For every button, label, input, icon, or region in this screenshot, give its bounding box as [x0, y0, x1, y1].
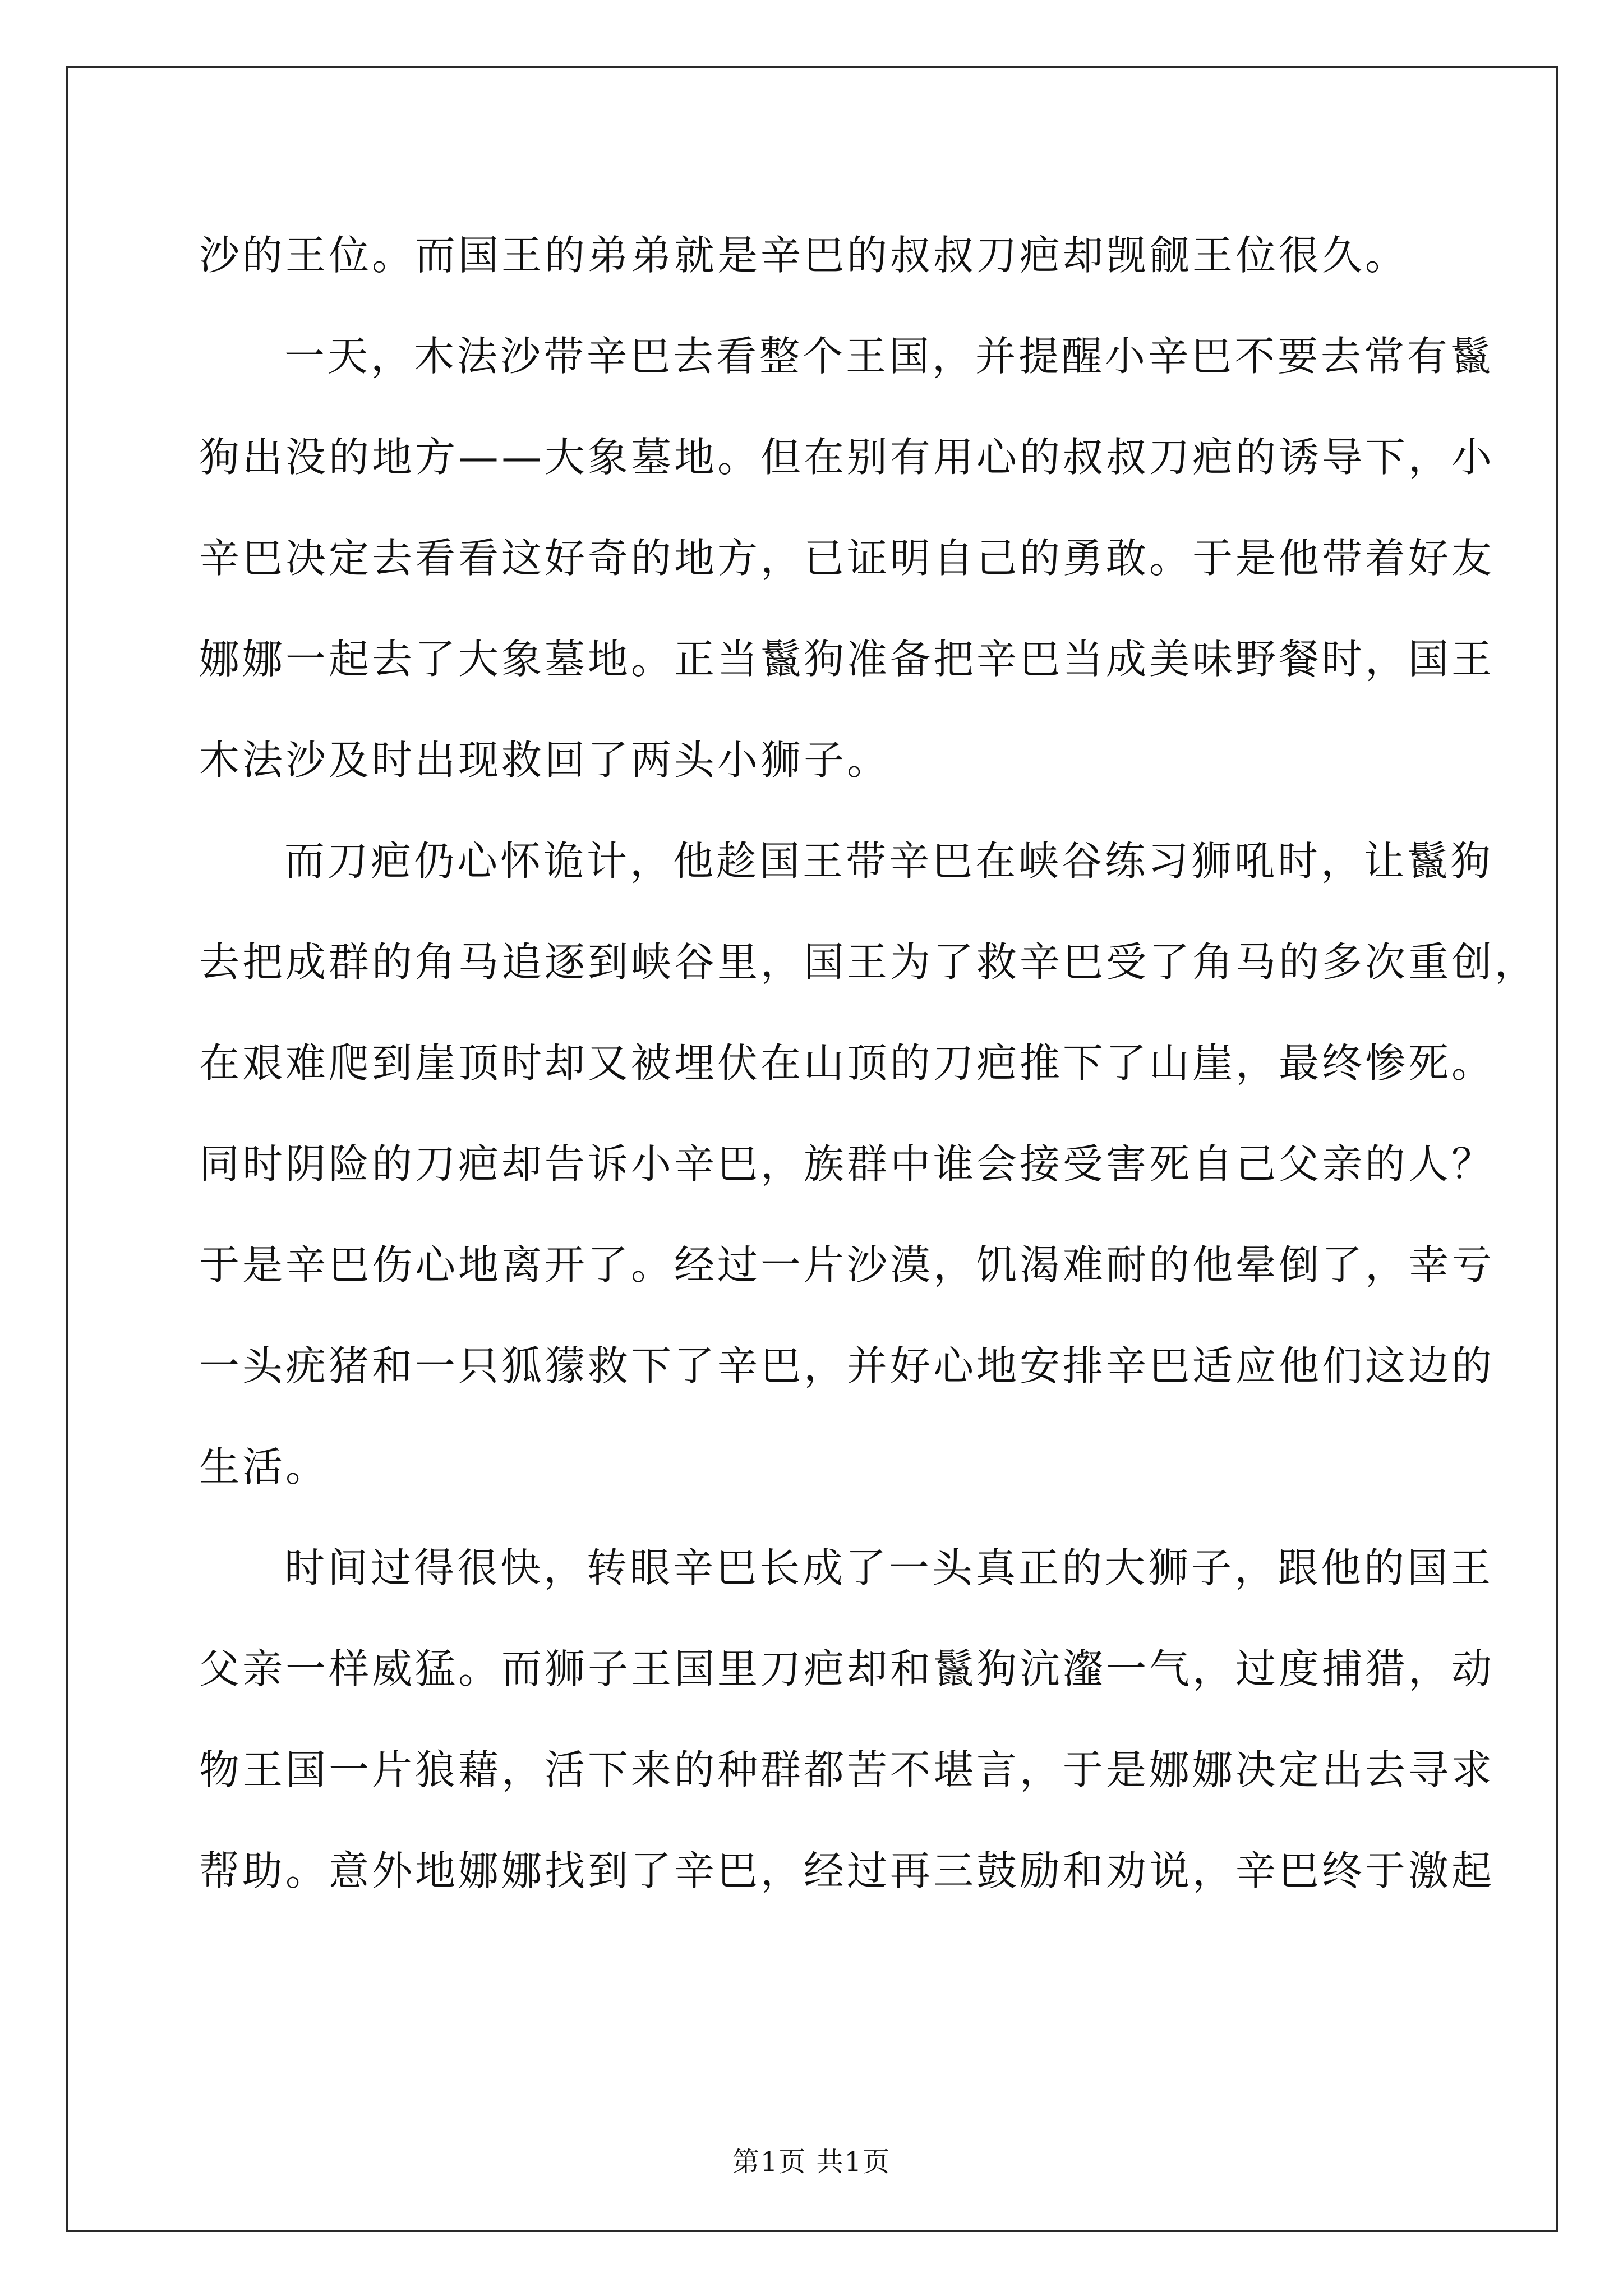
paragraph-line: 物王国一片狼藉，活下来的种群都苦不堪言，于是娜娜决定出去寻求 — [199, 1746, 1495, 1793]
paragraph-line: 同时阴险的刀疤却告诉小辛巴，族群中谁会接受害死自己父亲的人？ — [199, 1140, 1495, 1188]
paragraph-line: 生活。 — [199, 1443, 329, 1490]
paragraph-line: 辛巴决定去看看这好奇的地方，已证明自己的勇敢。于是他带着好友 — [199, 535, 1495, 582]
document-body — [199, 205, 1538, 1921]
paragraph-line: 父亲一样威猛。而狮子王国里刀疤却和鬣狗沆瀣一气，过度捕猎，动 — [199, 1645, 1495, 1692]
paragraph-line: 狗出没的地方——大象墓地。但在别有用心的叔叔刀疤的诱导下，小 — [199, 434, 1495, 481]
page-number: 第1页 共1页 — [732, 2146, 891, 2178]
paragraph-line: 时间过得很快，转眼辛巴长成了一头真正的大狮子，跟他的国王 — [284, 1544, 1494, 1591]
paragraph-line: 一天，木法沙带辛巴去看整个王国，并提醒小辛巴不要去常有鬣 — [284, 333, 1494, 380]
paragraph-line: 而刀疤仍心怀诡计，他趁国王带辛巴在峡谷练习狮吼时，让鬣狗 — [284, 838, 1494, 885]
paragraph-line: 木法沙及时出现救回了两头小狮子。 — [199, 737, 891, 784]
paragraph-line: 在艰难爬到崖顶时却又被埋伏在山顶的刀疤推下了山崖，最终惨死。 — [199, 1039, 1495, 1087]
page-footer — [0, 2140, 1623, 2179]
paragraph-line: 于是辛巴伤心地离开了。经过一片沙漠，饥渴难耐的他晕倒了，幸亏 — [199, 1241, 1495, 1289]
paragraph-line: 娜娜一起去了大象墓地。正当鬣狗准备把辛巴当成美味野餐时，国王 — [199, 636, 1495, 683]
paragraph-line: 去把成群的角马追逐到峡谷里，国王为了救辛巴受了角马的多次重创， — [199, 938, 1538, 986]
paragraph-line: 帮助。意外地娜娜找到了辛巴，经过再三鼓励和劝说，辛巴终于激起 — [199, 1847, 1495, 1894]
paragraph-line: 一头疣猪和一只狐獴救下了辛巴，并好心地安排辛巴适应他们这边的 — [199, 1342, 1495, 1389]
paragraph-line: 沙的王位。而国王的弟弟就是辛巴的叔叔刀疤却觊觎王位很久。 — [199, 232, 1409, 279]
